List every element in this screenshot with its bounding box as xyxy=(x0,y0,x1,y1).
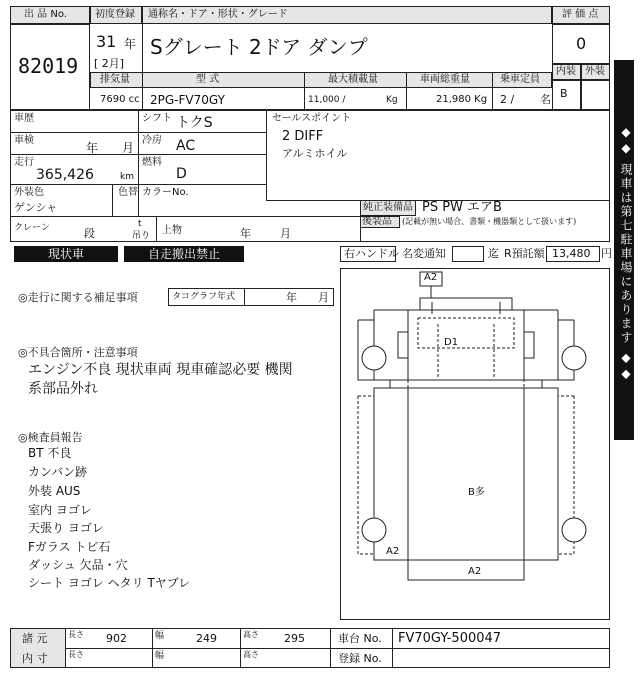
mark-left-panel: A2 xyxy=(386,546,400,557)
recycle-value: 13,480 xyxy=(552,247,591,260)
crane-steps: 段 xyxy=(84,227,95,240)
recycle-label: R預託額 xyxy=(504,247,545,260)
sales-point-2: アルミホイル xyxy=(282,147,348,160)
tacho-month: 月 xyxy=(318,291,329,304)
mileage-value: 365,426 xyxy=(36,167,94,183)
mark-rear-bumper: A2 xyxy=(468,566,482,577)
max-load-unit: Kg xyxy=(386,95,398,105)
aftermarket-note: (記載が無い場合、書類・機器類として扱います) xyxy=(402,217,577,226)
lot-no-label: 出 品 No. xyxy=(24,9,67,20)
length-value: 902 xyxy=(106,632,127,645)
inspector-line-7: ダッシュ 欠品・穴 xyxy=(28,558,128,572)
ac-label: 冷房 xyxy=(142,135,162,146)
inner-height-label: 高さ xyxy=(243,650,259,659)
inspector-line-2: カンバン跡 xyxy=(28,465,88,479)
equipment-label: 純正装備品 xyxy=(363,202,413,213)
interior-label: 内装 xyxy=(556,66,576,77)
upper-year: 年 xyxy=(240,227,251,240)
capacity-value: 2 / xyxy=(500,93,515,106)
sales-point-1: 2 DIFF xyxy=(282,129,324,144)
crane-hook: 吊り xyxy=(132,231,151,241)
inspector-line-3: 外装 AUS xyxy=(28,484,81,498)
inspector-line-8: シート ヨゴレ ヘタリ Tヤブレ xyxy=(28,576,191,590)
tacho-year: 年 xyxy=(286,291,297,304)
shift-label: シフト xyxy=(142,113,172,124)
first-reg-label: 初度登録 xyxy=(95,9,135,20)
fuel-label: 燃料 xyxy=(142,157,162,168)
steering-value: 右ハンドル xyxy=(344,247,399,260)
dims-label: 諸 元 xyxy=(22,632,48,645)
name-change-box xyxy=(452,246,484,262)
inner-width-label: 幅 xyxy=(155,651,165,661)
ext-color-label: 外装色 xyxy=(14,187,44,198)
gross-weight-label: 車両総重量 xyxy=(420,74,470,85)
upper-month: 月 xyxy=(280,227,291,240)
displacement-value: 7690 cc xyxy=(100,94,140,105)
model-label: 型 式 xyxy=(196,74,220,85)
length-label: 長さ xyxy=(68,630,84,639)
color-change-label: 色替 xyxy=(118,187,138,198)
fuel-value: D xyxy=(176,166,187,182)
upper-label: 上物 xyxy=(162,225,182,236)
inspector-line-1: BT 不良 xyxy=(28,446,72,460)
inner-dims-label: 内 寸 xyxy=(22,652,48,665)
deadline-label: 迄 xyxy=(488,247,499,260)
inspector-line-4: 室内 ヨゴレ xyxy=(28,503,92,517)
inner-length-label: 長さ xyxy=(68,650,84,659)
exterior-value-cell xyxy=(581,80,610,110)
model-value: 2PG-FV70GY xyxy=(150,93,225,107)
exterior-label: 外装 xyxy=(585,66,605,77)
inspection-year: 年 xyxy=(86,141,99,155)
displacement-label: 排気量 xyxy=(100,74,130,85)
ac-value: AC xyxy=(176,138,196,154)
chassis-value: FV70GY-500047 xyxy=(398,631,502,646)
sales-points-label: セールスポイント xyxy=(272,113,352,124)
defects-label: ◎不具合箇所・注意事項 xyxy=(18,346,138,359)
height-label: 高さ xyxy=(243,630,259,639)
mark-cab-door: D1 xyxy=(444,337,459,348)
name-change-label: 名変通知 xyxy=(402,247,446,260)
width-value: 249 xyxy=(196,632,217,645)
aftermarket-label: 後装品 xyxy=(362,216,392,227)
mark-front-bumper: A2 xyxy=(424,272,438,283)
first-reg-month: [ 2月] xyxy=(94,57,125,70)
defects-line-2: 系部品外れ xyxy=(28,381,98,397)
crane-label: クレーン xyxy=(14,223,50,233)
shift-value: トクS xyxy=(176,115,213,131)
chassis-label: 車台 No. xyxy=(338,632,382,645)
mileage-unit: km xyxy=(120,172,134,182)
max-load-label: 最大積載量 xyxy=(328,74,378,85)
inspector-line-5: 天張り ヨゴレ xyxy=(28,521,104,535)
inspector-line-6: Fガラス トビ石 xyxy=(28,540,111,554)
gross-weight-value: 21,980 Kg xyxy=(436,94,488,105)
capacity-label: 乗車定員 xyxy=(500,74,540,85)
vehicle-name: Sグレート 2ドア ダンプ xyxy=(150,35,368,59)
grade-label: 評 価 点 xyxy=(562,9,599,20)
spec-label-row xyxy=(90,72,552,88)
max-load-value: 11,000 / xyxy=(308,95,346,105)
no-self-drive-tag: 自走搬出禁止 xyxy=(124,246,244,262)
height-value: 295 xyxy=(284,632,305,645)
mileage-label: 走行 xyxy=(14,157,34,168)
first-reg-year-unit: 年 xyxy=(124,37,137,51)
inspector-label: ◎検査員報告 xyxy=(18,431,83,444)
mark-bed: B多 xyxy=(468,487,485,498)
first-reg-year: 31 xyxy=(96,32,117,51)
width-label: 幅 xyxy=(155,631,165,641)
color-code-label: カラーNo. xyxy=(142,187,189,198)
lot-no: 82019 xyxy=(18,54,79,78)
reg-no-label: 登録 No. xyxy=(338,652,382,665)
tacho-label: タコグラフ年式 xyxy=(172,292,236,302)
defects-line-1: エンジン不良 現状車両 現車確認必要 機関 xyxy=(28,362,293,378)
interior-value: B xyxy=(560,87,568,100)
capacity-unit: 名 xyxy=(540,93,551,106)
crane-tons: t xyxy=(138,219,142,229)
parking-location-banner: ◆◆ 現車は第七駐車場にあります ◆◆ xyxy=(614,60,634,440)
driving-notes-label: ◎走行に関する補足事項 xyxy=(18,291,138,304)
inspection-month: 月 xyxy=(122,141,135,155)
equipment-value: PS PW エアB xyxy=(422,200,502,215)
history-label: 車歴 xyxy=(14,113,34,124)
grade-value: 0 xyxy=(576,34,587,53)
inspection-label: 車検 xyxy=(14,135,34,146)
recycle-unit: 円 xyxy=(601,247,612,260)
ext-color-value: ゲンシャ xyxy=(14,201,58,214)
current-state-tag: 現状車 xyxy=(14,246,118,262)
name-label: 通称名・ドア・形状・グレード xyxy=(148,9,288,20)
